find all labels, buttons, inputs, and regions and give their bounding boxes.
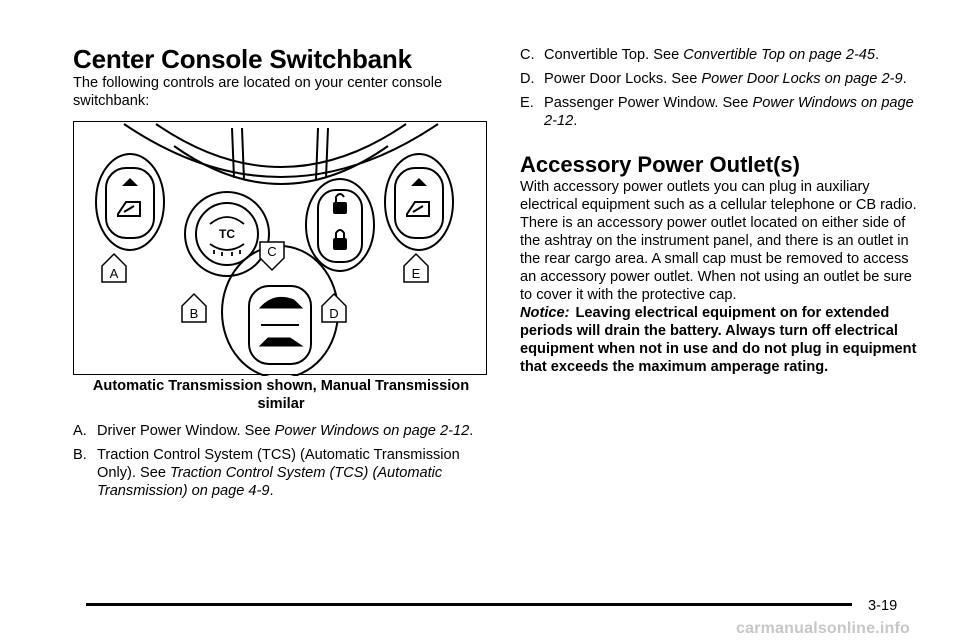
- left-control-list: [73, 422, 489, 500]
- item-text: Traction Control System (TCS) (Automatic Transmission Only). See: [97, 447, 460, 481]
- figure-caption: Automatic Transmission shown, Manual Transmission similar: [92, 378, 470, 412]
- outlet-paragraph-1: With accessory power outlets you can plug in auxiliary electrical equipment such as a cellular telephone or CB radio.: [520, 179, 917, 213]
- notice-label: Notice:: [520, 305, 570, 321]
- item-reference-link[interactable]: Power Door Locks on page 2-9: [701, 71, 903, 87]
- item-text: Power Door Locks. See: [544, 71, 702, 87]
- notice-paragraph: [520, 304, 920, 376]
- item-text: Driver Power Window. See: [97, 423, 275, 439]
- callout-b: B: [189, 306, 199, 321]
- right-column: [520, 46, 920, 376]
- item-letter: B.: [73, 447, 87, 463]
- item-letter: A.: [73, 423, 87, 439]
- right-control-list: [520, 46, 920, 130]
- intro-paragraph: The following controls are located on your center console switchbank:: [73, 75, 443, 109]
- section-title-power-outlet: Accessory Power Outlet(s): [520, 152, 800, 177]
- footer-rule: [86, 603, 852, 606]
- callout-c: C: [267, 244, 277, 259]
- list-item: [520, 46, 920, 64]
- item-end: .: [573, 113, 578, 129]
- callout-e: E: [411, 266, 421, 281]
- item-reference-link[interactable]: Convertible Top on page 2-45: [683, 47, 876, 63]
- callout-d: D: [329, 306, 339, 321]
- switchbank-illustration: [73, 121, 487, 375]
- item-letter: E.: [520, 95, 534, 111]
- item-end: .: [875, 47, 880, 63]
- item-text: Convertible Top. See: [544, 47, 684, 63]
- page-number: 3-19: [868, 598, 898, 614]
- item-end: .: [469, 423, 474, 439]
- list-item: [73, 422, 489, 440]
- notice-text: Leaving electrical equipment on for extended periods will drain the battery. Always turn off electrical equipment when not in use and do not plug in equipment that exceeds the maximum amperage rating.: [520, 305, 917, 375]
- switchbank-diagram: [74, 122, 488, 376]
- tc-icon: TC: [219, 227, 235, 241]
- item-reference-link[interactable]: Power Windows on page 2-12: [274, 423, 470, 439]
- callout-a: A: [109, 266, 119, 281]
- watermark: carmanualsonline.info: [736, 620, 911, 637]
- item-text: Passenger Power Window. See: [544, 95, 753, 111]
- item-end: .: [269, 483, 274, 499]
- outlet-paragraph-2: There is an accessory power outlet located on either side of the ashtray on the instrument panel, and there is an outlet in the rear cargo area. A small cap must be removed to access an accessory power outlet. When not using an outlet be sure to cover it with the protective cap.: [520, 215, 912, 303]
- list-item: [520, 94, 920, 130]
- list-item: [73, 446, 489, 500]
- item-letter: C.: [520, 47, 535, 63]
- left-column: [73, 44, 489, 500]
- item-end: .: [902, 71, 907, 87]
- item-letter: D.: [520, 71, 535, 87]
- list-item: [520, 70, 920, 88]
- section-title-center-console: Center Console Switchbank: [73, 44, 412, 74]
- item-reference-link[interactable]: Traction Control System (TCS) (Automatic Transmission) on page 4-9: [97, 465, 443, 499]
- item-reference-link[interactable]: Power Windows on page 2-12: [544, 95, 914, 129]
